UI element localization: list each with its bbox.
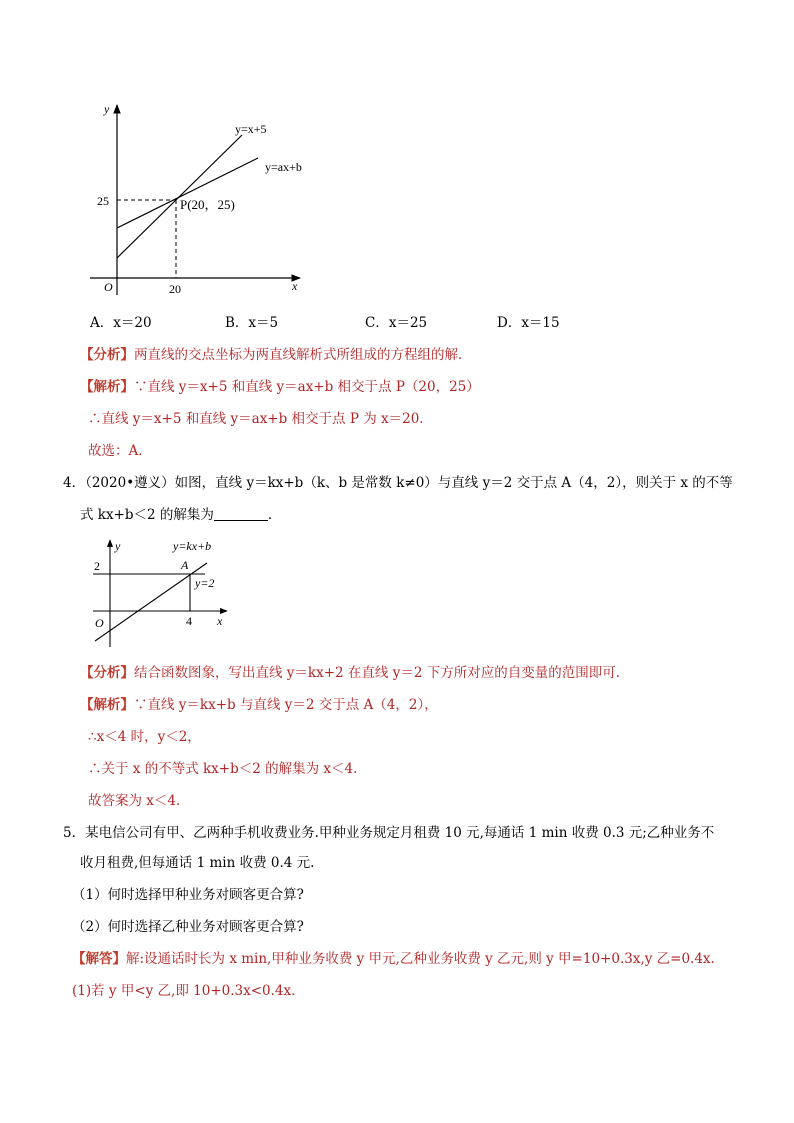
y-axis-label: y	[104, 102, 110, 116]
q4-line2	[80, 505, 281, 525]
answer-tag: 【解答】	[72, 951, 126, 967]
analysis-tag: 【分析】	[80, 665, 134, 681]
q5-answer-2: (1)若 y 甲<y 乙,即 10+0.3x<0.4x.	[72, 983, 296, 999]
analysis-text: 结合函数图象，写出直线 y＝kx+2 在直线 y＝2 下方所对应的自变量的范围即可．	[134, 665, 630, 681]
q4-line1: 4．（2020•遵义）如图，直线 y＝kx+b（k、b 是常数 k≠0）与直线 y＝2 交于点 A（4，2），则关于 x 的不等	[63, 475, 733, 491]
graph-intersection	[80, 95, 320, 300]
analysis-text: 两直线的交点坐标为两直线解析式所组成的方程组的解．	[134, 347, 472, 363]
x-axis-label: x	[292, 279, 298, 293]
q4-end: ．	[267, 507, 282, 523]
x-tick-20: 20	[169, 282, 181, 296]
q3-solution-3: 故选：A．	[88, 443, 152, 459]
line-y-ax-plus-b	[117, 158, 258, 228]
line2-label: y=ax+b	[265, 160, 302, 174]
q5-answer-1	[72, 949, 715, 969]
option-d: D．x＝15	[497, 315, 560, 331]
answer-blank	[214, 506, 268, 521]
point-p-label: P(20，25)	[180, 197, 235, 212]
q5-line2: 收月租费,但每通话 1 min 收费 0.4 元.	[80, 855, 315, 871]
x-axis-label: x	[217, 614, 223, 628]
line-label: y=kx+b	[173, 539, 212, 553]
option-a: A．x＝20	[90, 315, 152, 331]
x-tick-4: 4	[186, 614, 192, 628]
q4-analysis	[80, 663, 629, 683]
y-tick-25: 25	[97, 194, 109, 208]
graph-inequality	[85, 535, 235, 650]
q5-sub2: （2）何时选择乙种业务对顾客更合算?	[72, 919, 304, 935]
origin-label: O	[95, 616, 104, 630]
point-a-label: A	[181, 558, 189, 572]
option-c: C．x＝25	[365, 315, 428, 331]
line1-label: y=x+5	[235, 122, 267, 136]
option-b: B．x＝5	[225, 315, 279, 331]
q4-solution-3: ∴关于 x 的不等式 kx+b＜2 的解集为 x＜4．	[88, 761, 367, 777]
q4-solution-4: 故答案为 x＜4．	[88, 793, 190, 809]
y-axis-label: y	[115, 539, 121, 553]
hline-label: y=2	[195, 576, 215, 590]
origin-label: O	[104, 280, 113, 294]
solution-line1: ∵直线 y＝x+5 和直线 y＝ax+b 相交于点 P（20，25）	[134, 379, 480, 395]
q4-solution-1	[80, 695, 438, 715]
analysis-tag: 【分析】	[80, 347, 134, 363]
y-tick-2: 2	[94, 559, 100, 573]
q3-solution-2: ∴直线 y＝x+5 和直线 y＝ax+b 相交于点 P 为 x＝20．	[88, 411, 433, 427]
solution-tag: 【解析】	[80, 697, 134, 713]
q5-sub1: （1）何时选择甲种业务对顾客更合算?	[72, 887, 304, 903]
q4-question-text: 式 kx+b＜2 的解集为	[80, 507, 214, 523]
solution-tag: 【解析】	[80, 379, 134, 395]
q5-line1: 5．某电信公司有甲、乙两种手机收费业务.甲种业务规定月租费 10 元,每通话 1 min 收费 0.3 元;乙种业务不	[63, 825, 715, 841]
solution-line1: ∵直线 y＝kx+b 与直线 y＝2 交于点 A（4，2），	[134, 697, 438, 713]
q4-solution-2: ∴x＜4 时，y＜2，	[88, 729, 201, 745]
q3-analysis	[80, 345, 472, 365]
q3-solution-1	[80, 377, 480, 397]
answer-line1: 解:设通话时长为 x min,甲种业务收费 y 甲元,乙种业务收费 y 乙元,则 y 甲=10+0.3x,y 乙=0.4x.	[126, 951, 715, 967]
